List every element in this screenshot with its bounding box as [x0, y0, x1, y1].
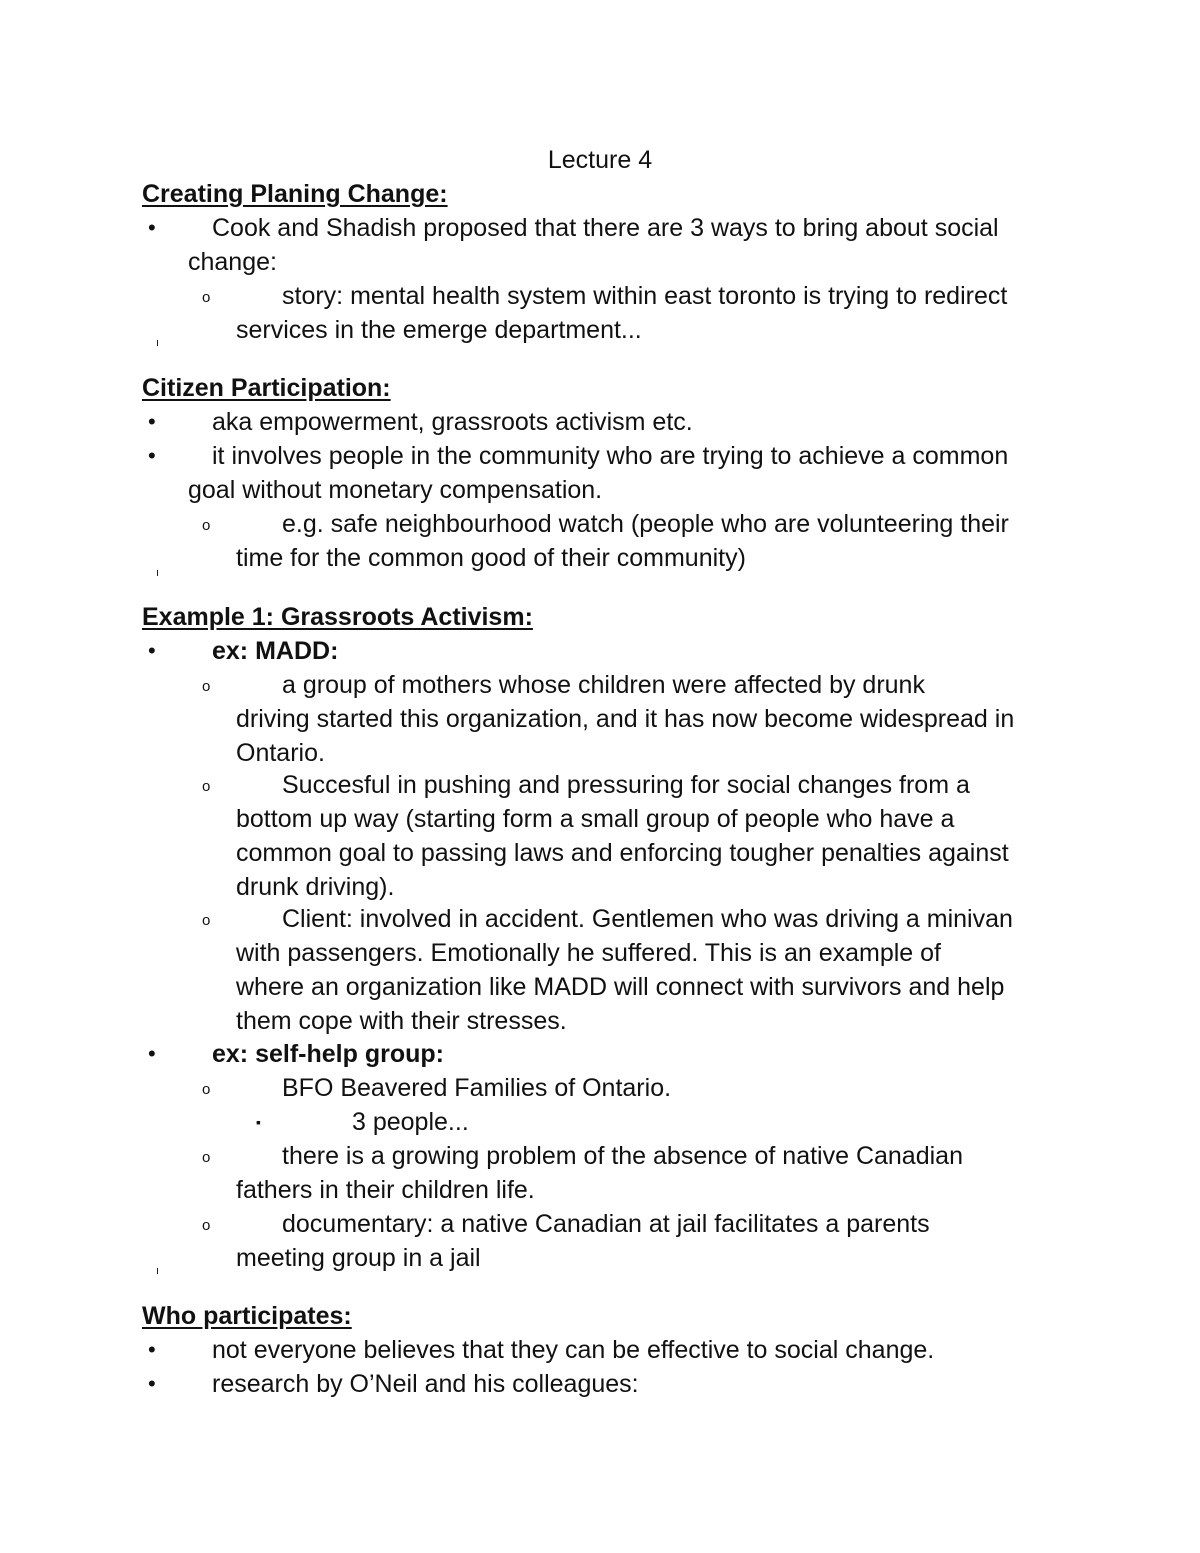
square-bullet-icon: ▪: [256, 1114, 261, 1130]
sub-list-item: [194, 668, 1074, 770]
list-item-line: ex: self-help group:: [212, 1040, 444, 1068]
list-item-line: bottom up way (starting form a small group of people who have a: [236, 805, 955, 833]
sub-list-item: [194, 1139, 1074, 1207]
list-item-line: common goal to passing laws and enforcing tougher penalties against: [236, 839, 1009, 867]
list-item-line: e.g. safe neighbourhood watch (people who are volunteering their: [282, 510, 1009, 538]
list-item-line: BFO Beavered Families of Ontario.: [282, 1074, 672, 1102]
section-heading-who-participates: Who participates:: [142, 1302, 352, 1330]
sub-list-item: [194, 902, 1074, 1038]
bullet-icon: •: [148, 443, 156, 468]
bullet-icon: •: [148, 409, 156, 434]
list-item-line: 3 people...: [352, 1108, 469, 1136]
list-item-line: aka empowerment, grassroots activism etc.: [212, 408, 693, 436]
list-item-line: drunk driving).: [236, 873, 395, 901]
list-item-line: research by O’Neil and his colleagues:: [212, 1370, 639, 1398]
list-item: [142, 1333, 1072, 1367]
circle-bullet-icon: o: [202, 289, 211, 306]
list-item-line: it involves people in the community who are trying to achieve a common: [212, 442, 1009, 470]
list-item: [142, 405, 1072, 439]
list-item-line: driving started this organization, and it has now become widespread in: [236, 705, 1015, 733]
list-item-line: goal without monetary compensation.: [188, 476, 603, 504]
circle-bullet-icon: o: [202, 778, 211, 795]
list-item-line: not everyone believes that they can be effective to social change.: [212, 1336, 935, 1364]
bullet-icon: •: [148, 1337, 156, 1362]
list-item-line: fathers in their children life.: [236, 1176, 535, 1204]
section-heading-citizen-participation: Citizen Participation:: [142, 374, 391, 402]
list-item-line: meeting group in a jail: [236, 1244, 481, 1272]
circle-bullet-icon: o: [202, 1081, 211, 1098]
list-item-line: where an organization like MADD will connect with survivors and help: [236, 973, 1005, 1001]
list-item-line: there is a growing problem of the absence of native Canadian: [282, 1142, 963, 1170]
list-item-line: documentary: a native Canadian at jail facilitates a parents: [282, 1210, 930, 1238]
list-item: [142, 211, 1072, 279]
empty-bullet-mark: [157, 1268, 158, 1274]
list-item-line: services in the emerge department...: [236, 316, 642, 344]
list-item: [142, 1367, 1072, 1401]
list-item-line: story: mental health system within east toronto is trying to redirect: [282, 282, 1008, 310]
sub-list-item: [194, 1071, 1074, 1105]
section-heading-creating-planning-change: Creating Planing Change:: [142, 180, 448, 208]
list-item: [142, 439, 1072, 507]
sub-sub-list-item: [250, 1105, 1050, 1139]
circle-bullet-icon: o: [202, 1149, 211, 1166]
list-item-line: Ontario.: [236, 739, 325, 767]
bullet-icon: •: [148, 1371, 156, 1396]
page-title: Lecture 4: [547, 146, 653, 174]
circle-bullet-icon: o: [202, 678, 211, 695]
bullet-icon: •: [148, 1041, 156, 1066]
list-item-line: Cook and Shadish proposed that there are 3 ways to bring about social: [212, 214, 999, 242]
list-item-line: Succesful in pushing and pressuring for social changes from a: [282, 771, 970, 799]
list-item: [142, 1037, 1072, 1071]
circle-bullet-icon: o: [202, 517, 211, 534]
list-item-line: ex: MADD:: [212, 637, 339, 665]
list-item: [142, 634, 1072, 668]
list-item-line: Client: involved in accident. Gentlemen who was driving a minivan: [282, 905, 1013, 933]
sub-list-item: [194, 768, 1074, 904]
list-item-line: with passengers. Emotionally he suffered. This is an example of: [236, 939, 942, 967]
sub-list-item: [194, 279, 1074, 347]
empty-bullet-mark: [157, 340, 158, 346]
bullet-icon: •: [148, 215, 156, 240]
list-item-line: a group of mothers whose children were affected by drunk: [282, 671, 925, 699]
list-item-line: them cope with their stresses.: [236, 1007, 567, 1035]
bullet-icon: •: [148, 638, 156, 663]
list-item-line: change:: [188, 248, 277, 276]
sub-list-item: [194, 507, 1074, 575]
empty-bullet-mark: [157, 570, 158, 576]
section-heading-grassroots-activism: Example 1: Grassroots Activism:: [142, 603, 533, 631]
list-item-line: time for the common good of their community): [236, 544, 746, 572]
circle-bullet-icon: o: [202, 1217, 211, 1234]
circle-bullet-icon: o: [202, 912, 211, 929]
sub-list-item: [194, 1207, 1074, 1275]
